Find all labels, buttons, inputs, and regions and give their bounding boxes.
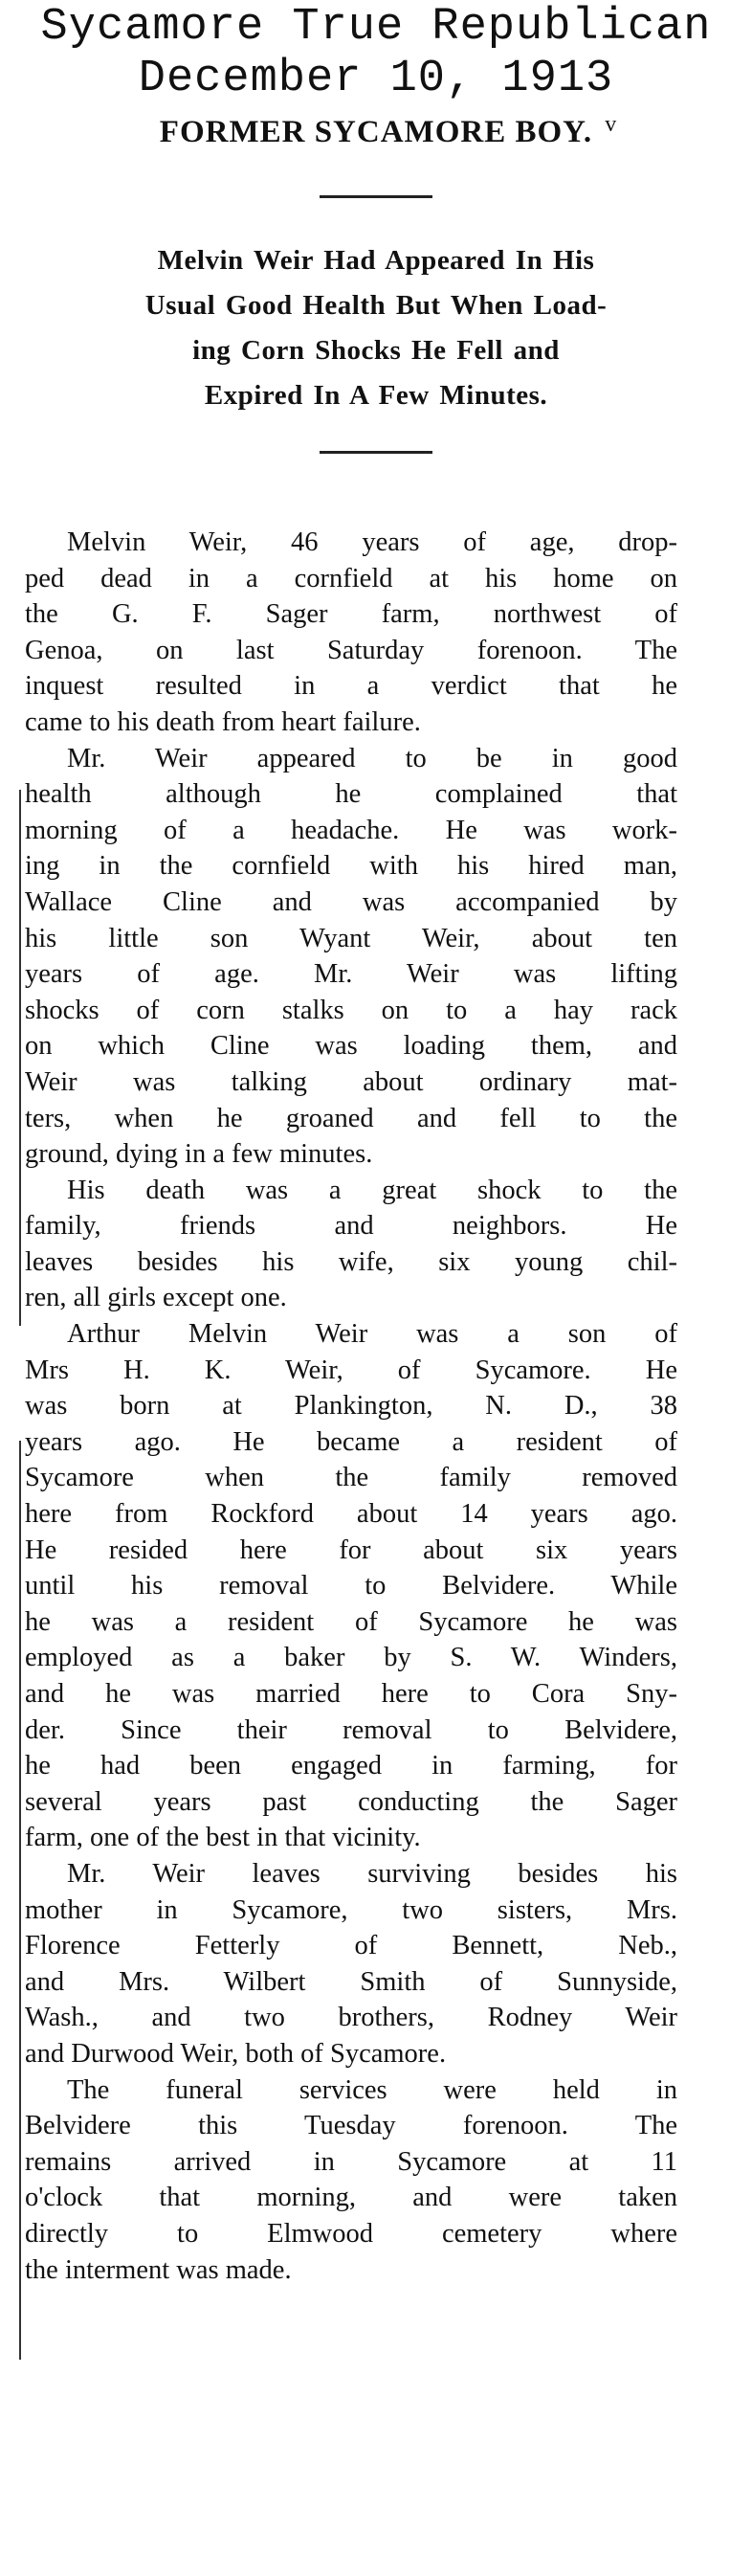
article-line: he was a resident of Sycamore he was bbox=[25, 1606, 677, 1637]
article-line: health although he complained that bbox=[25, 779, 677, 810]
article-line: Mr. Weir leaves surviving besides his bbox=[67, 1858, 677, 1889]
article-line: morning of a headache. He was work- bbox=[25, 815, 677, 845]
article-line: he had been engaged in farming, for bbox=[25, 1751, 677, 1781]
article-line: family, friends and neighbors. He bbox=[25, 1211, 677, 1242]
article-line: several years past conducting the Sager bbox=[25, 1786, 677, 1817]
subhead-line: Usual Good Health But When Load- bbox=[144, 290, 608, 321]
article-line: Weir was talking about ordinary mat- bbox=[25, 1066, 677, 1097]
article-line: directly to Elmwood cemetery where bbox=[25, 2218, 677, 2249]
article-line: years ago. He became a resident of bbox=[25, 1426, 677, 1457]
article-line: inquest resulted in a verdict that he bbox=[25, 671, 677, 702]
article-body bbox=[25, 525, 677, 2288]
article-line: the interment was made. bbox=[25, 2254, 292, 2285]
article-line: years of age. Mr. Weir was lifting bbox=[25, 959, 677, 990]
article-line: He resided here for about six years bbox=[25, 1534, 677, 1565]
article-line: Mrs H. K. Weir, of Sycamore. He bbox=[25, 1355, 677, 1385]
article-line: Belvidere this Tuesday forenoon. The bbox=[25, 2111, 677, 2141]
divider-rule-top bbox=[320, 195, 432, 198]
article-line: mother in Sycamore, two sisters, Mrs. bbox=[25, 1894, 677, 1925]
article-line: Mr. Weir appeared to be in good bbox=[67, 743, 677, 773]
article-line: and Durwood Weir, both of Sycamore. bbox=[25, 2038, 447, 2069]
article-line: employed as a baker by S. W. Winders, bbox=[25, 1643, 677, 1673]
newspaper-name: Sycamore True Republican bbox=[40, 2, 712, 53]
article-line: ing in the cornfield with his hired man, bbox=[25, 851, 677, 882]
article-line: on which Cline was loading them, and bbox=[25, 1031, 677, 1062]
article-line: o'clock that morning, and were taken bbox=[25, 2183, 677, 2213]
article-line: here from Rockford about 14 years ago. bbox=[25, 1499, 677, 1530]
article-line: ters, when he groaned and fell to the bbox=[25, 1103, 677, 1133]
article-line: and he was married here to Cora Sny- bbox=[25, 1679, 677, 1709]
article-line: the G. F. Sager farm, northwest of bbox=[25, 599, 677, 630]
margin-mark bbox=[19, 790, 21, 1326]
article-line: was born at Plankington, N. D., 38 bbox=[25, 1391, 677, 1422]
article-line: shocks of corn stalks on to a hay rack bbox=[25, 995, 677, 1025]
article-line: ped dead in a cornfield at his home on bbox=[25, 563, 677, 594]
article-line: Genoa, on last Saturday forenoon. The bbox=[25, 635, 677, 665]
article-line: leaves besides his wife, six young chil- bbox=[25, 1246, 677, 1277]
headline bbox=[159, 111, 618, 153]
article-line: remains arrived in Sycamore at 11 bbox=[25, 2146, 677, 2177]
article-line: until his removal to Belvidere. While bbox=[25, 1571, 677, 1602]
article-line: Arthur Melvin Weir was a son of bbox=[67, 1319, 677, 1350]
subhead-line: Melvin Weir Had Appeared In His bbox=[157, 245, 595, 276]
article-line: Wash., and two brothers, Rodney Weir bbox=[25, 2003, 677, 2033]
article-line: The funeral services were held in bbox=[67, 2074, 677, 2105]
subheadline bbox=[60, 238, 692, 418]
article-line: farm, one of the best in that vicinity. bbox=[25, 1823, 421, 1853]
article-line: Wallace Cline and was accompanied by bbox=[25, 886, 677, 917]
article-line: Florence Fetterly of Bennett, Neb., bbox=[25, 1931, 677, 1961]
publication-date: December 10, 1913 bbox=[138, 54, 614, 104]
subhead-line: Expired In A Few Minutes. bbox=[204, 380, 548, 411]
clipping-header bbox=[0, 0, 752, 153]
article-line: his little son Wyant Weir, about ten bbox=[25, 923, 677, 953]
article-line: came to his death from heart failure. bbox=[25, 706, 421, 737]
article-line: ground, dying in a few minutes. bbox=[25, 1139, 373, 1170]
article-line: and Mrs. Wilbert Smith of Sunnyside, bbox=[25, 1966, 677, 1997]
handwritten-check-mark: v bbox=[605, 112, 618, 137]
article-line: His death was a great shock to the bbox=[67, 1175, 677, 1205]
headline-text: FORMER SYCAMORE BOY. bbox=[159, 115, 593, 149]
subhead-line: ing Corn Shocks He Fell and bbox=[192, 335, 560, 366]
article-line: Sycamore when the family removed bbox=[25, 1463, 677, 1493]
divider-rule-bottom bbox=[320, 451, 432, 454]
article-line: der. Since their removal to Belvidere, bbox=[25, 1714, 677, 1745]
article-line: Melvin Weir, 46 years of age, drop- bbox=[67, 527, 677, 557]
article-line: ren, all girls except one. bbox=[25, 1283, 287, 1313]
margin-mark bbox=[19, 1441, 21, 2360]
